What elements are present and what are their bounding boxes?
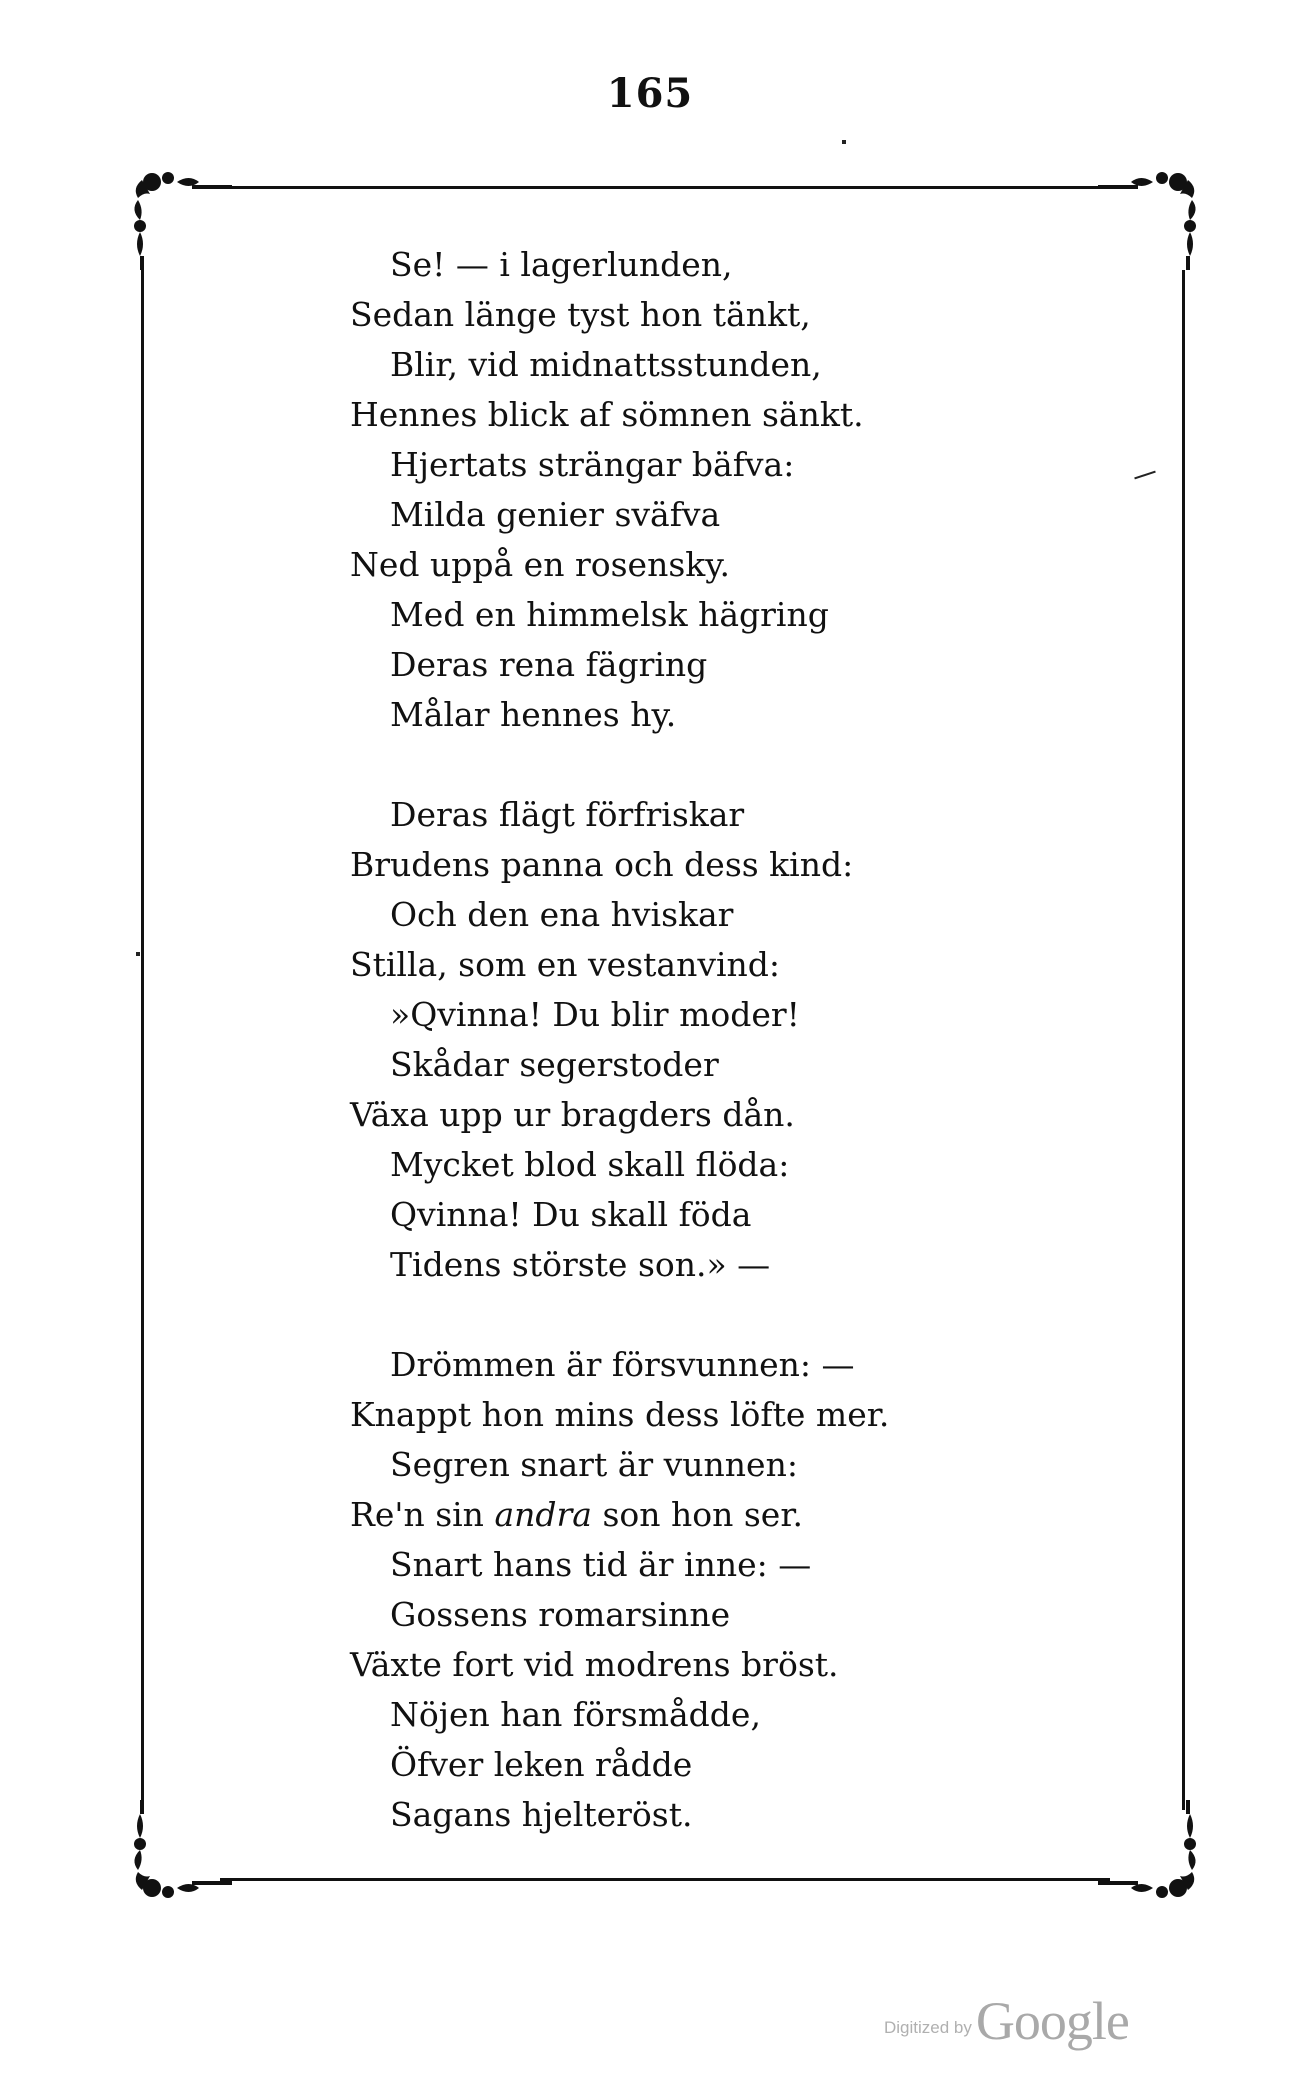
- verse-line: [350, 1490, 1110, 1540]
- frame-bottom-rule: [220, 1878, 1110, 1881]
- verse-line: Växte fort vid modrens bröst.: [350, 1645, 839, 1684]
- print-speck: [842, 140, 846, 144]
- verse-line: Segren snart är vunnen:: [390, 1445, 798, 1484]
- stanza: [350, 240, 1110, 740]
- verse-line: Skådar segerstoder: [390, 1045, 719, 1084]
- verse-line: Med en himmelsk hägring: [390, 595, 829, 634]
- emphasized-word: andra: [494, 1495, 592, 1534]
- verse-line: Milda genier sväfva: [390, 495, 721, 534]
- verse-line: Drömmen är försvunnen: —: [390, 1345, 855, 1384]
- google-logo: Google: [975, 1991, 1129, 2051]
- verse-line: Stilla, som en vestanvind:: [350, 945, 781, 984]
- verse-line: Öfver leken rådde: [390, 1745, 693, 1784]
- floral-corner-ornament-icon: [122, 1800, 232, 1910]
- verse-line: Brudens panna och dess kind:: [350, 845, 854, 884]
- poem-body: [350, 240, 1110, 1840]
- verse-line: Se! — i lagerlunden,: [390, 245, 733, 284]
- verse-line: Mycket blod skall flöda:: [390, 1145, 790, 1184]
- stanza: [350, 790, 1110, 1290]
- floral-corner-ornament-icon: [1098, 160, 1208, 270]
- verse-line: Nöjen han försmådde,: [390, 1695, 761, 1734]
- floral-corner-ornament-icon: [1098, 1800, 1208, 1910]
- verse-line: Och den ena hviskar: [390, 895, 734, 934]
- watermark-prefix: Digitized by: [884, 2018, 972, 2037]
- verse-line: Deras flägt förfriskar: [390, 795, 745, 834]
- verse-line: Snart hans tid är inne: —: [390, 1545, 812, 1584]
- print-speck: [1134, 471, 1156, 480]
- verse-line: Tidens störste son.» —: [390, 1245, 771, 1284]
- verse-line: Deras rena fägring: [390, 645, 708, 684]
- verse-line: Sedan länge tyst hon tänkt,: [350, 295, 811, 334]
- verse-text: son hon ser.: [591, 1495, 803, 1534]
- floral-corner-ornament-icon: [122, 160, 232, 270]
- verse-line: »Qvinna! Du blir moder!: [390, 995, 800, 1034]
- page-number: 165: [606, 70, 694, 117]
- verse-line: Gossens romarsinne: [390, 1595, 731, 1634]
- stanza: [350, 1340, 1110, 1840]
- verse-line: Blir, vid midnattsstunden,: [390, 345, 822, 384]
- frame-left-rule: [141, 270, 144, 1810]
- frame-right-rule: [1182, 270, 1185, 1810]
- verse-line: Hennes blick af sömnen sänkt.: [350, 395, 864, 434]
- verse-line: Växa upp ur bragders dån.: [350, 1095, 795, 1134]
- print-speck: [136, 952, 140, 956]
- verse-line: Målar hennes hy.: [390, 695, 677, 734]
- digitized-by-watermark: [884, 1990, 1129, 2052]
- verse-text: Re'n sin: [350, 1495, 495, 1534]
- verse-line: Qvinna! Du skall föda: [390, 1195, 752, 1234]
- verse-line: Ned uppå en rosensky.: [350, 545, 730, 584]
- verse-line: Hjertats strängar bäfva:: [390, 445, 795, 484]
- verse-line: Knappt hon mins dess löfte mer.: [350, 1395, 890, 1434]
- frame-top-rule: [220, 186, 1110, 189]
- verse-line: Sagans hjelteröst.: [390, 1795, 693, 1834]
